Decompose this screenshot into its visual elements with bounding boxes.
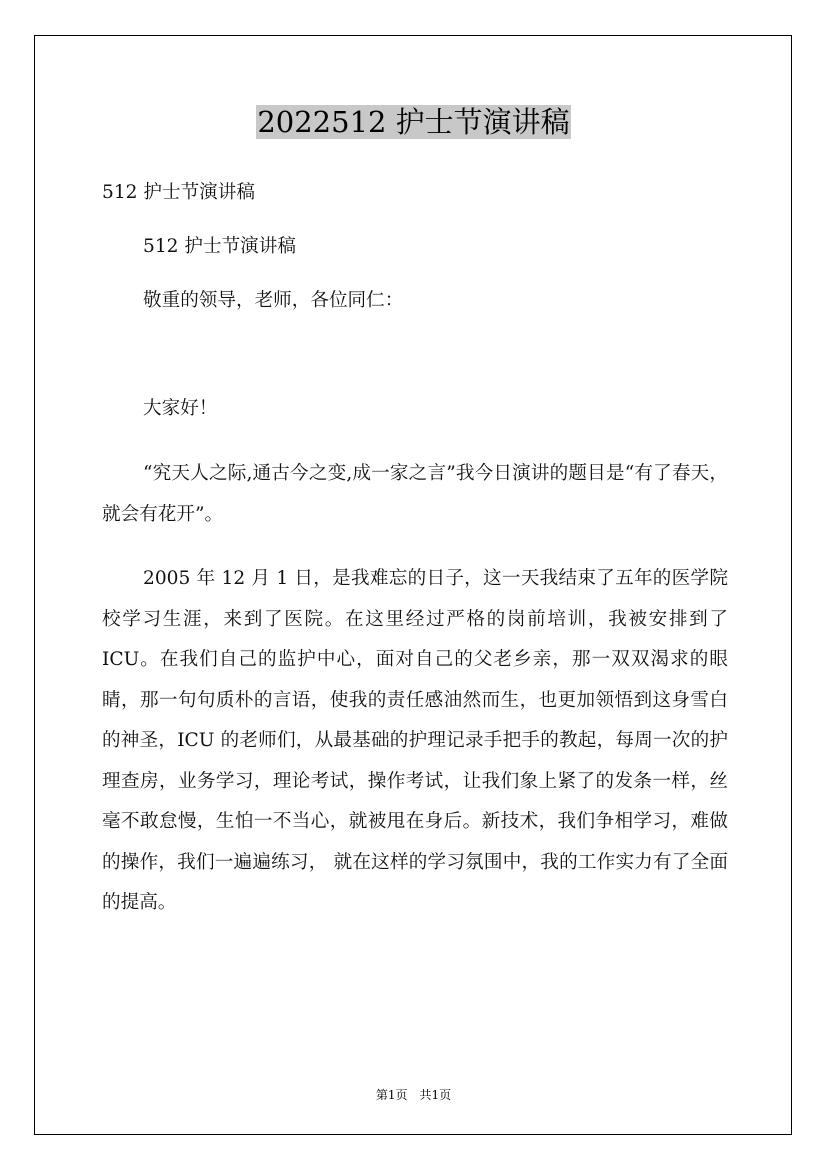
speech-title: 512 护士节演讲稿 xyxy=(143,236,296,257)
salutation: 敬重的领导，老师，各位同仁： xyxy=(143,290,404,311)
paragraph: 2005 年 12 月 1 日，是我难忘的日子，这一天我结束了五年的医学院校学习生涯，来到了医院。在这里经过严格的岗前培训，我被安排到了 ICU。在我们自己的监护中心，面对自己的父老乡亲，那一双双渴求的眼睛，那一句句质朴的言语，使我的责任感油然而生，也更加领悟到这身雪白的神圣，ICU 的老师们，从最基础的护理记录手把手的教起，每周一次的护理查房，业务学习，理论考试，操作考试，让我们象上紧了的发条一样，丝毫不敢怠慢，生怕一不当心，就被甩在身后。新技术，我们争相学习，难做的操作，我们一遍遍练习， 就在这样的学习氛围中，我的工作实力有了全面的提高。 xyxy=(102,568,728,913)
page-footer xyxy=(0,1086,827,1103)
body-text xyxy=(102,454,728,924)
greeting: 大家好！ xyxy=(143,398,218,419)
paragraph: “究天人之际,通古今之变,成一家之言”我今日演讲的题目是“有了春天，就会有花开”。 xyxy=(102,463,728,525)
document-title xyxy=(0,100,827,141)
page-total: 共1页 xyxy=(419,1088,452,1102)
subtitle: 512 护士节演讲稿 xyxy=(102,182,255,203)
page-number: 第1页 xyxy=(375,1088,408,1102)
document-title-text: 2022512 护士节演讲稿 xyxy=(257,105,570,139)
